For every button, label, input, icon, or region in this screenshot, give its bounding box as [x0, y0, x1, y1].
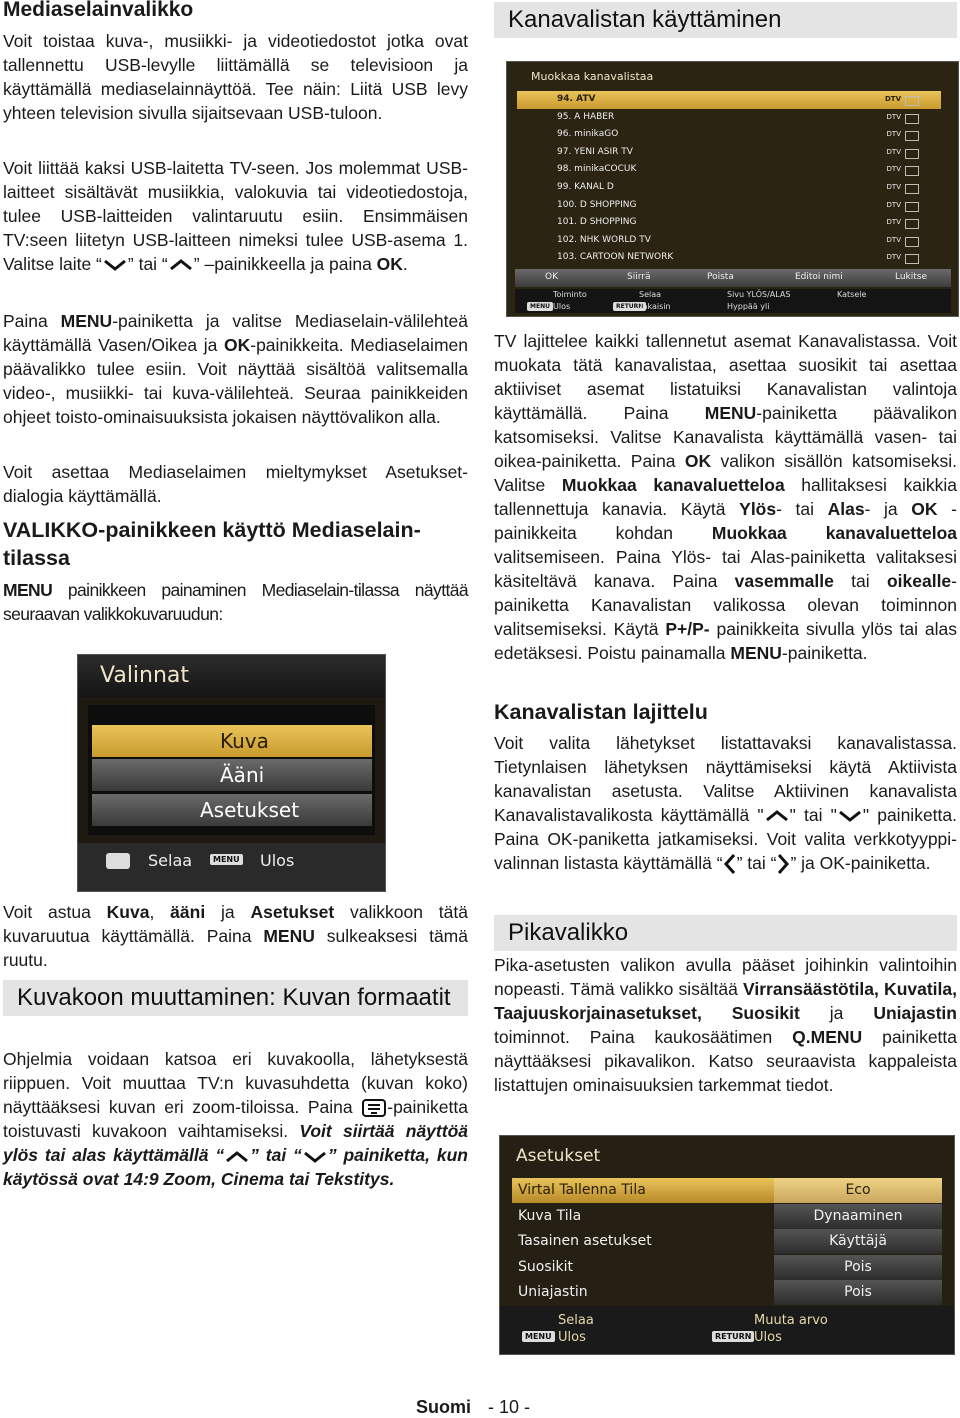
options-item-asetukset: Asetukset [92, 794, 372, 826]
bold-text: Muokkaa kanavaluetteloa [711, 523, 958, 543]
quick-menu-label: Uniajastin [518, 1284, 588, 1300]
footer-language: Suomi [416, 1397, 472, 1417]
text: tai [833, 571, 887, 591]
bold-text: ääni [170, 902, 206, 922]
para-menu [3, 309, 468, 429]
para-menu-press [3, 578, 468, 626]
menu-label: MENU [263, 926, 315, 946]
quick-menu-rows [512, 1178, 942, 1306]
tv-icon [905, 254, 919, 264]
ok-label: OK [224, 335, 251, 355]
channel-row[interactable] [517, 109, 941, 127]
tv-icon [905, 166, 919, 176]
menu-key-icon: MENU [210, 854, 243, 865]
channel-type: DTV [886, 182, 901, 191]
text: Voit liittää kaksi USB-laitetta TV-seen. Jos molemmat USB-laitteet sisältävät musiikkia, valokuvia tai videotiedostoja, tulee USB-laitteiden valintaruutu esiin. Ensimmäisen TV:seen liitetyn USB-laitteen nimeksi tulee USB-asema 1. Valitse laite “ [3, 158, 468, 274]
channel-type: DTV [886, 200, 901, 209]
channel-name: 97. YENI ASIR TV [557, 146, 633, 157]
text: Voit astua [3, 902, 107, 922]
quick-menu-screenshot [499, 1135, 955, 1355]
channel-name: 101. D SHOPPING [557, 217, 637, 228]
tv-icon [905, 184, 919, 194]
options-help-selaa: Selaa [148, 851, 193, 870]
screen-format-icon [361, 1097, 387, 1119]
bold-text: Virransäästötila, Kuvatila, Taajuuskorjainasetukset, Suosikit [494, 979, 957, 1023]
channel-name: 95. A HABER [557, 111, 615, 122]
help-sivu: Sivu YLÖS/ALAS [727, 290, 791, 299]
bold-text: oikealle [886, 571, 952, 591]
text: ” tai “ [736, 853, 777, 873]
channel-type: DTV [886, 218, 901, 227]
bold-text: P+/P- [665, 619, 710, 639]
heading-lajittelu: Kanavalistan lajittelu [494, 700, 708, 724]
tv-icon [905, 114, 919, 124]
ok-label: OK [376, 254, 403, 274]
text: " tai " [789, 805, 837, 825]
text: sulkeaksesi tämä ruutu. [3, 926, 468, 970]
channel-type: DTV [884, 95, 901, 103]
para-kanavalista [494, 329, 957, 665]
channel-type: DTV [886, 147, 901, 156]
channel-type: DTV [886, 253, 901, 262]
channel-name: 99. KANAL D [557, 181, 614, 192]
quick-menu-title: Asetukset [516, 1146, 601, 1166]
text: hallitaksesi kaikkia tallennettuja kanavia. Käytä [494, 475, 958, 519]
bold-text: vasemmalle [734, 571, 834, 591]
italic-text: ” tai “ [250, 1145, 302, 1166]
text: valikkoon tätä kuvaruutua käyttämällä. Paina [3, 902, 468, 946]
tv-icon [905, 96, 919, 106]
options-help-ulos: Ulos [260, 851, 295, 870]
channel-tab[interactable]: OK [545, 272, 558, 282]
options-item-kuva: Kuva [92, 725, 372, 757]
text: -painiketta toistuvasti kuvakoon vaihtamiseksi. [3, 1097, 468, 1142]
channel-type: DTV [886, 112, 901, 121]
quick-menu-label: Tasainen asetukset [518, 1233, 652, 1249]
chevron-up-icon [168, 258, 194, 272]
bold-text: Uniajastin [873, 1003, 957, 1023]
channel-row[interactable] [517, 179, 941, 197]
para-lajittelu [494, 731, 957, 875]
bold-text: Asetukset [250, 902, 335, 922]
band-pikavalikko: Pikavalikko [494, 915, 957, 951]
text: , [149, 902, 171, 922]
channel-row[interactable] [517, 197, 941, 215]
menu-label: MENU [3, 580, 53, 600]
ok-label: OK [684, 451, 712, 471]
channel-tab[interactable]: Siirrä [627, 272, 651, 282]
menu-label: MENU [730, 643, 782, 663]
help-selaa: Selaa [639, 290, 662, 299]
text: - ja [864, 499, 912, 519]
text: Pika-asetusten valikon avulla pääset joihinkin valintoihin nopeasti. Tämä valikko sisältää [494, 955, 957, 999]
page-footer [416, 1397, 530, 1418]
channel-type: DTV [886, 165, 901, 174]
quick-menu-row[interactable] [512, 1204, 942, 1229]
channel-rows [517, 91, 941, 267]
help-muuta-arvo: Muuta arvo [754, 1313, 828, 1328]
ok-label: OK [911, 499, 938, 519]
help-selaa: Selaa [558, 1313, 594, 1328]
quick-menu-value: Eco [774, 1178, 942, 1203]
text: " painiketta. Paina OK-paniketta jatkamiseksi. Voit valita verkkotyyppi-valinnan listasta käyttämällä “ [494, 805, 957, 873]
quick-menu-label: Virtal Tallenna Tila [518, 1182, 646, 1198]
quick-menu-row[interactable] [512, 1178, 942, 1203]
text: Ohjelmia voidaan katsoa eri kuvakoolla, lähetyksestä riippuen. Voit muuttaa TV:n kuvasuhdetta (kuvan koko) näyttääksesi kuvan eri zoom-tiloissa. Paina [3, 1049, 468, 1117]
chevron-left-icon [723, 853, 737, 875]
quick-menu-value: Pois [774, 1280, 942, 1305]
italic-text: ” painiketta, kun käytössä ovat 14:9 Zoom, Cinema tai Tekstitys. [3, 1145, 468, 1190]
tv-icon [905, 149, 919, 159]
quick-menu-value: Pois [774, 1255, 942, 1280]
text: -painikkeita kohdan [494, 499, 957, 543]
channel-name: 103. CARTOON NETWORK [557, 252, 674, 263]
menu-label: MENU [704, 403, 757, 423]
chevron-down-icon [837, 809, 863, 823]
text: painikkeita sivulla ylös tai alas edetäksesi. Poistu painamalla [494, 619, 957, 663]
channel-tab[interactable]: Poista [707, 272, 734, 282]
chevron-up-icon [764, 809, 790, 823]
return-key-icon: RETURN [613, 302, 646, 311]
band-kanavalista: Kanavalistan käyttäminen [494, 2, 957, 38]
channel-name: 102. NHK WORLD TV [557, 234, 651, 245]
help-ulos-2: Ulos [754, 1330, 782, 1345]
text: ” ja OK-painiketta. [790, 853, 931, 873]
chevron-up-icon [224, 1150, 250, 1164]
channel-name: 98. minikaCOCUK [557, 164, 637, 175]
bold-text: Kuva [106, 902, 150, 922]
quick-menu-row[interactable] [512, 1280, 942, 1305]
text: -painiketta. [781, 643, 868, 663]
text: Voit valita lähetykset listattavaksi kanavalistassa. Tietynlaisen lähetyksen näyttämiseksi käytä Aktiivista kanavalistan asetusta. Valitse Aktiivinen kanavalista Kanavalistavalikosta käyttämällä " [494, 733, 957, 825]
help-katsele: Katsele [837, 290, 867, 299]
text: ” –painikkeella ja paina [193, 254, 377, 274]
para-formats [3, 1047, 468, 1191]
options-menu-screenshot [77, 654, 386, 892]
para-prefs: Voit asettaa Mediaselaimen mieltymykset Asetukset-dialogia käyttämällä. [3, 462, 468, 506]
chevron-down-icon [102, 258, 128, 272]
quick-menu-label: Suosikit [518, 1258, 573, 1275]
para-pikavalikko [494, 953, 957, 1097]
options-item-aani: Ääni [92, 759, 372, 791]
tv-icon [905, 202, 919, 212]
channel-list-title: Muokkaa kanavalistaa [531, 70, 654, 83]
tv-icon [905, 131, 919, 141]
channel-row[interactable] [517, 144, 941, 162]
options-title: Valinnat [100, 663, 190, 688]
band-kuvakoko: Kuvakoon muuttaminen: Kuvan formaatit [3, 980, 468, 1016]
quick-menu-row[interactable] [512, 1255, 942, 1280]
channel-type: DTV [886, 130, 901, 139]
bold-text: Muokkaa kanavaluetteloa [561, 475, 785, 495]
channel-tab[interactable]: Lukitse [895, 272, 928, 282]
channel-row[interactable] [517, 91, 941, 109]
text: -painiketta ja valitse Mediaselain-välilehteä käyttämällä Vasen/Oikea ja [3, 311, 468, 355]
text: ” tai “ [127, 254, 168, 274]
help-ulos: Ulos [553, 302, 571, 311]
text: ja [799, 1003, 874, 1023]
channel-type: DTV [886, 235, 901, 244]
help-ulos: Ulos [558, 1330, 586, 1345]
channel-row[interactable] [517, 161, 941, 179]
tv-icon [905, 219, 919, 229]
quick-menu-row[interactable] [512, 1229, 942, 1254]
channel-row[interactable] [517, 249, 941, 267]
text: TV lajittelee kaikki tallennetut asemat Kanavalistassa. Voit muokata tätä kanavalistaa, asettaa suosikit tai asettaa aktiiviset asemat listatuiksi Kanavalistan valintoja käyttämällä. Paina [494, 331, 957, 423]
channel-row[interactable] [517, 214, 941, 232]
para-usb [3, 156, 468, 276]
tv-icon [905, 237, 919, 247]
quick-menu-label: Kuva Tila [518, 1207, 582, 1224]
channel-name: 94. ATV [557, 94, 596, 104]
para-enter [3, 900, 468, 972]
channel-row[interactable] [517, 232, 941, 250]
page-number: - 10 - [488, 1397, 531, 1417]
channel-tabs [515, 269, 951, 287]
help-takaisin: Takaisin [639, 302, 671, 311]
navigate-icon [106, 853, 130, 869]
text: - tai [776, 499, 828, 519]
bold-text: Ylös [739, 499, 777, 519]
menu-key-icon: MENU [522, 1331, 555, 1342]
chevron-down-icon [302, 1150, 328, 1164]
text: -painiketta Kanavalistan valikossa olevan toiminnon valitsemiseksi. Käytä [494, 571, 957, 639]
quick-menu-value: Dynaaminen [774, 1204, 942, 1229]
bold-text: Q.MENU [792, 1027, 863, 1047]
help-hyppaa: Hyppää yli [727, 302, 770, 311]
chevron-right-icon [776, 853, 790, 875]
return-key-icon: RETURN [712, 1331, 754, 1342]
text: -painikkeita. Mediaselaimen päävalikko tulee esiin. Voit näyttää sisältöä valitsemalla video-, musiikki- tai kuva-välilehteä. Seuraa painikkeiden ohjeet toisto-ominaisuuksista jokaisen näyttövalikon alla. [3, 335, 468, 427]
help-toiminto: Toiminto [553, 290, 587, 299]
channel-list-screenshot [506, 61, 959, 317]
channel-tab[interactable]: Editoi nimi [795, 272, 843, 282]
para-intro: Voit toistaa kuva-, musiikki- ja videotiedostot jotka ovat tallennettu USB-levylle liittämällä se televisioon ja käyttämällä mediaselainnäyttöä. Tee näin: Liitä USB levy yhteen television sivulla sijaitsevaan USB-tuloon. [3, 31, 468, 123]
text: painikkeen painaminen Mediaselain-tilassa näyttää seuraavan valikkokuvaruudun: [3, 580, 468, 624]
text: -painiketta päävalikon katsomiseksi. Valitse Kanavalista käyttämällä vasen- tai oikea-painiketta. Paina [494, 403, 957, 471]
channel-row[interactable] [517, 126, 941, 144]
text: valitsemiseen. Paina Ylös- tai Alas-painiketta valitaksesi käsiteltävä kanava. Paina [494, 547, 957, 591]
menu-label: MENU [60, 311, 113, 331]
text: Paina [3, 311, 61, 331]
heading-mediaselain: Mediaselainvalikko [3, 0, 194, 21]
channel-name: 96. minikaGO [557, 129, 619, 140]
text: . [402, 254, 408, 274]
text: toiminnot. Paina kaukosäätimen [494, 1027, 793, 1047]
channel-name: 100. D SHOPPING [557, 199, 637, 210]
bold-text: Alas [827, 499, 865, 519]
heading-valikko: VALIKKO-painikkeen käyttö Mediaselain-tilassa [3, 518, 421, 570]
text: valikon sisällön katsomiseksi. Valitse [494, 451, 957, 495]
text: painiketta näyttääksesi pikavalikon. Katso seuraavista kappaleista listattujen ominaisuuksien tarkemmat tiedot. [494, 1027, 958, 1095]
menu-key-icon: MENU [527, 302, 553, 311]
text: ja [205, 902, 251, 922]
italic-text: Voit siirtää näyttöä ylös tai alas käyttämällä “ [3, 1121, 468, 1166]
quick-menu-value: Käyttäjä [774, 1229, 942, 1254]
